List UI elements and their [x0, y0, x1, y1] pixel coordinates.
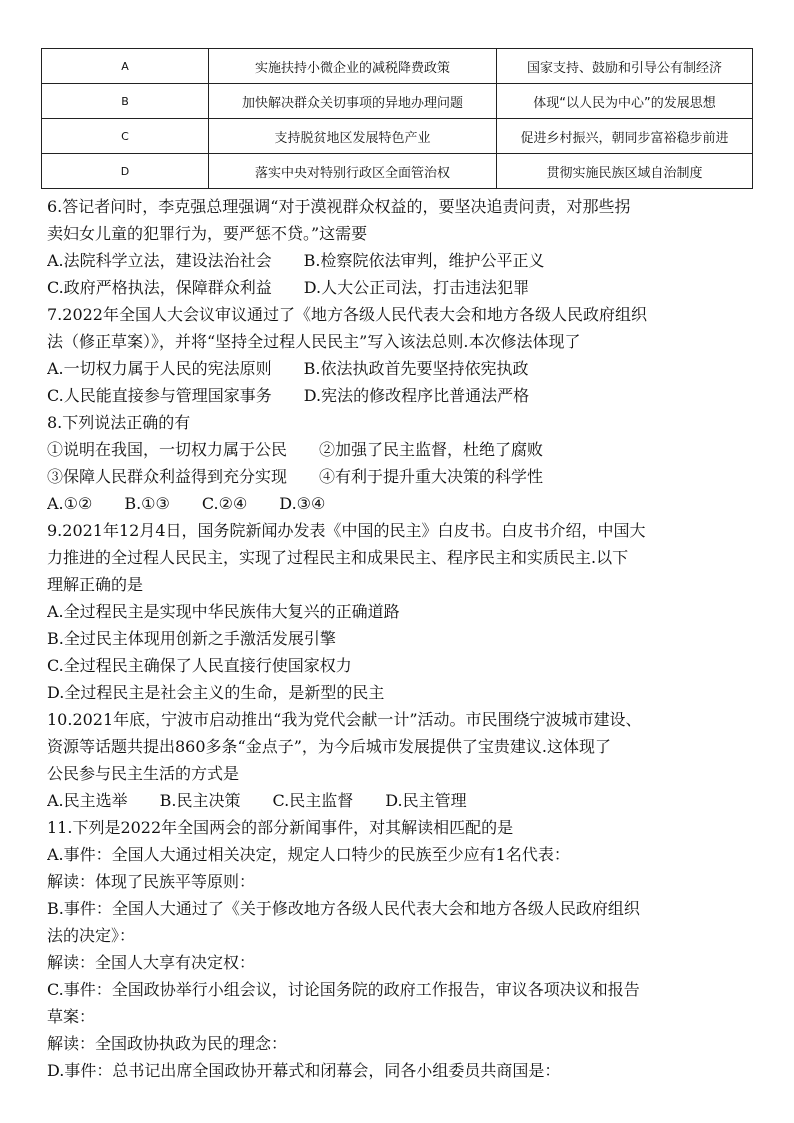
text-line: 草案： — [47, 1007, 96, 1026]
table-cell: 落实中央对特别行政区全面管治权 — [209, 154, 497, 189]
text-line: 9.2021年12月4日，国务院新闻办发表《中国的民主》白皮书。白皮书介绍，中国大 — [47, 521, 646, 540]
table-row — [42, 49, 753, 84]
table-cell: B — [42, 84, 209, 119]
table-cell: 实施扶持小微企业的减税降费政策 — [209, 49, 497, 84]
text-line: 解读：全国政协执政为民的理念： — [47, 1034, 288, 1053]
text-line: 6.答记者问时，李克强总理强调“对于漠视群众权益的，要坚决追责问责，对那些拐 — [47, 197, 631, 216]
text-line: B.事件：全国人大通过了《关于修改地方各级人民代表大会和地方各级人民政府组织 — [47, 899, 640, 918]
text-line: A.①② B.①③ C.②④ D.③④ — [47, 494, 326, 513]
text-line: C.事件：全国政协举行小组会议，讨论国务院的政府工作报告，审议各项决议和报告 — [47, 980, 640, 999]
table-cell: 加快解决群众关切事项的异地办理问题 — [209, 84, 497, 119]
table-cell: 促进乡村振兴，朝同步富裕稳步前进 — [497, 119, 753, 154]
text-line: D.全过程民主是社会主义的生命，是新型的民主 — [47, 683, 385, 702]
table-cell: C — [42, 119, 209, 154]
table-cell: 国家支持、鼓励和引导公有制经济 — [497, 49, 753, 84]
text-line: A.法院科学立法，建设法治社会 B.检察院依法审判，维护公平正义 — [47, 251, 545, 270]
text-line: 解读：体现了民族平等原则： — [47, 872, 256, 891]
table-row — [42, 119, 753, 154]
text-line: C.政府严格执法，保障群众利益 D.人大公正司法，打击违法犯罪 — [47, 278, 530, 297]
text-line: ③保障人民群众利益得到充分实现 ④有利于提升重大决策的科学性 — [47, 467, 544, 486]
text-line: 11.下列是2022年全国两会的部分新闻事件，对其解读相匹配的是 — [47, 818, 514, 837]
table-cell: A — [42, 49, 209, 84]
text-line: A.一切权力属于人民的宪法原则 B.依法执政首先要坚持依宪执政 — [47, 359, 529, 378]
table-cell: 支持脱贫地区发展特色产业 — [209, 119, 497, 154]
question-text — [47, 193, 757, 1084]
text-line: 理解正确的是 — [47, 575, 144, 594]
text-line: B.全过民主体现用创新之手激活发展引擎 — [47, 629, 336, 648]
text-line: A.民主选举 B.民主决策 C.民主监督 D.民主管理 — [47, 791, 467, 810]
text-line: 公民参与民主生活的方式是 — [47, 764, 240, 783]
text-line: A.事件：全国人大通过相关决定，规定人口特少的民族至少应有1名代表： — [47, 845, 570, 864]
text-line: D.事件：总书记出席全国政协开幕式和闭幕会，同各小组委员共商国是： — [47, 1061, 561, 1080]
text-line: C.人民能直接参与管理国家事务 D.宪法的修改程序比普通法严格 — [47, 386, 530, 405]
text-line: 卖妇女儿童的犯罪行为，要严惩不贷。”这需要 — [47, 224, 368, 243]
text-line: A.全过程民主是实现中华民族伟大复兴的正确道路 — [47, 602, 400, 621]
text-line: 法（修正草案）》，并将“坚持全过程人民民主”写入该法总则.本次修法体现了 — [47, 332, 581, 351]
options-table — [41, 48, 753, 189]
table-cell: 贯彻实施民族区域自治制度 — [497, 154, 753, 189]
table-cell: 体现“以人民为中心”的发展思想 — [497, 84, 753, 119]
table-cell: D — [42, 154, 209, 189]
text-line: 力推进的全过程人民民主，实现了过程民主和成果民主、程序民主和实质民主.以下 — [47, 548, 629, 567]
table-row — [42, 84, 753, 119]
text-line: C.全过程民主确保了人民直接行使国家权力 — [47, 656, 352, 675]
table-row — [42, 154, 753, 189]
text-line: ①说明在我国，一切权力属于公民 ②加强了民主监督，杜绝了腐败 — [47, 440, 544, 459]
text-line: 7.2022年全国人大会议审议通过了《地方各级人民代表大会和地方各级人民政府组织 — [47, 305, 647, 324]
text-line: 法的决定》： — [47, 926, 136, 945]
text-line: 资源等话题共提出860多条“金点子”，为今后城市发展提供了宝贵建议.这体现了 — [47, 737, 611, 756]
text-line: 8.下列说法正确的有 — [47, 413, 191, 432]
text-line: 解读：全国人大享有决定权： — [47, 953, 256, 972]
text-line: 10.2021年底，宁波市启动推出“我为党代会献一计”活动。市民围绕宁波城市建设、 — [47, 710, 642, 729]
